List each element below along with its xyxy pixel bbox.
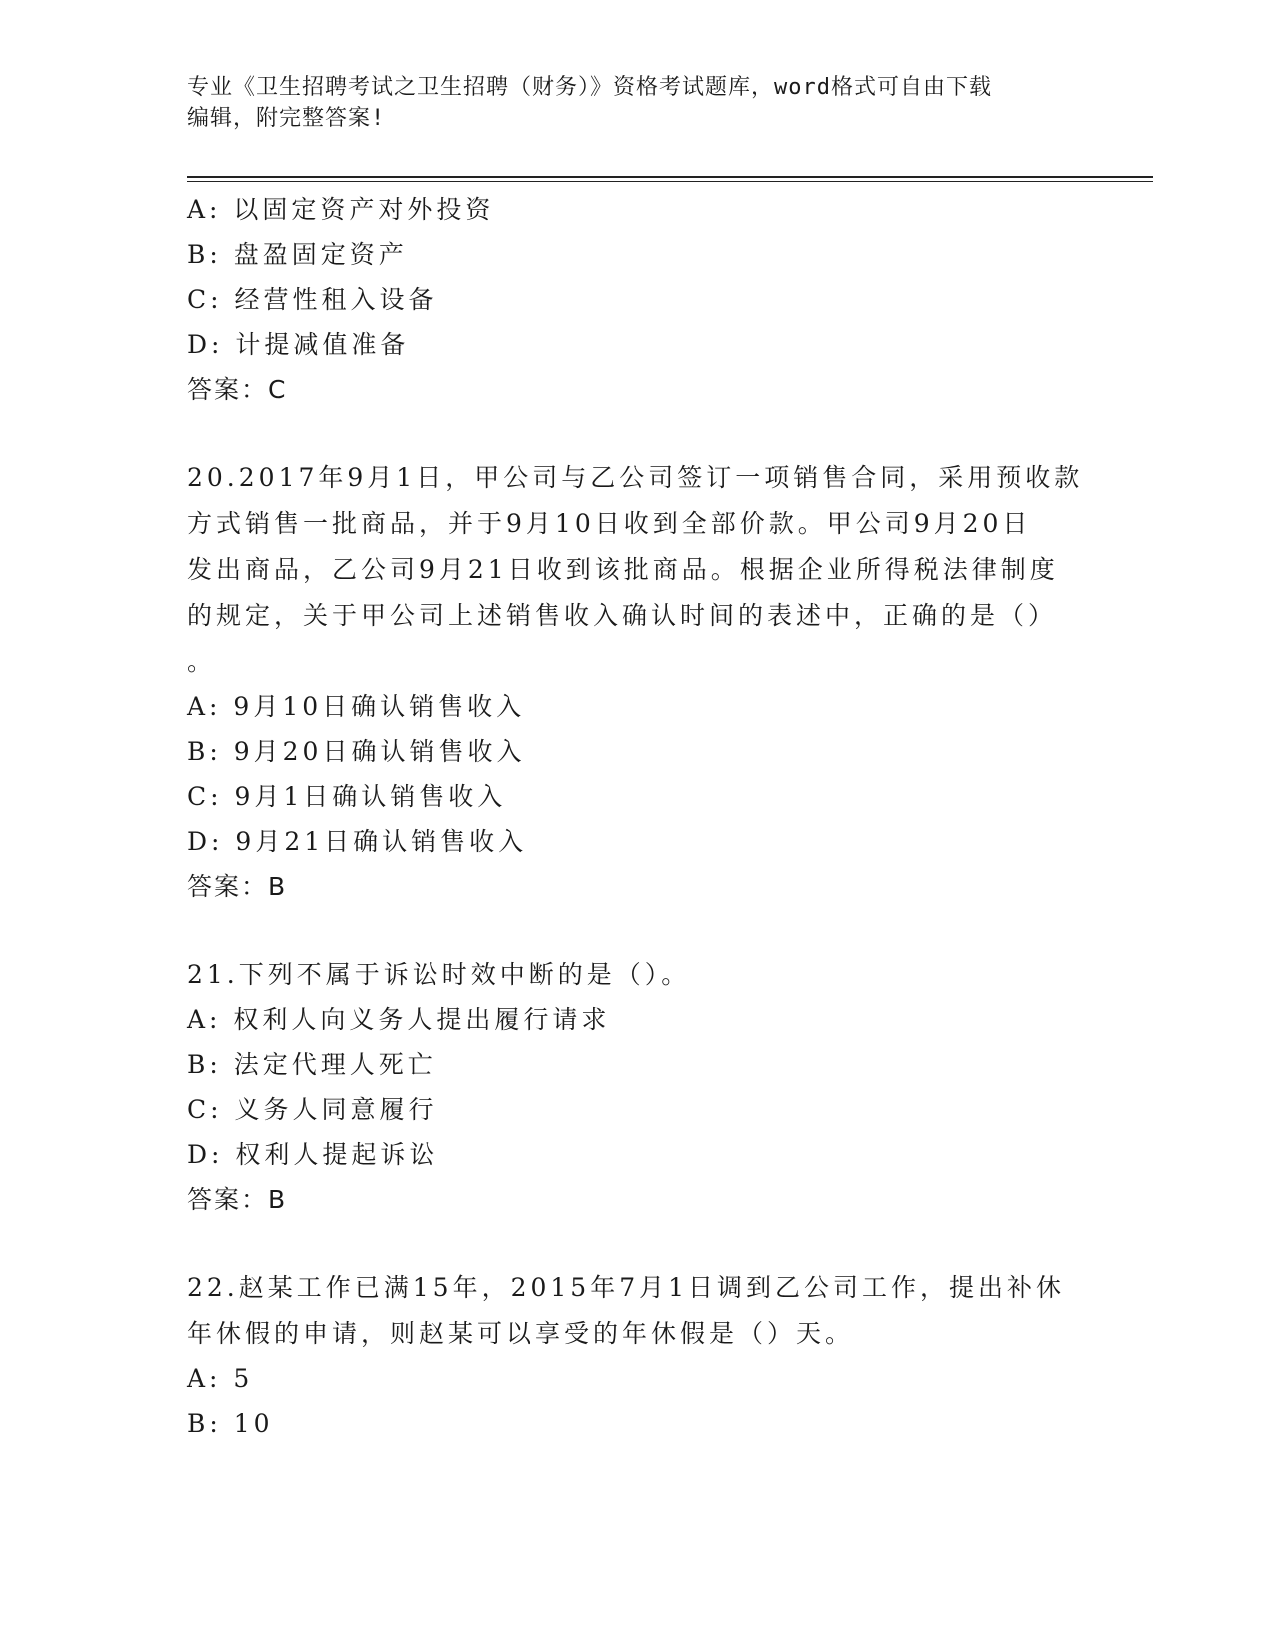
spacer bbox=[187, 1222, 1087, 1265]
question-22 bbox=[187, 1265, 1087, 1446]
question-19 bbox=[187, 187, 1087, 412]
option-d: D: 计提减值准备 bbox=[187, 330, 410, 359]
spacer bbox=[187, 412, 1087, 455]
question-stem-line: 的规定，关于甲公司上述销售收入确认时间的表述中，正确的是（） bbox=[187, 601, 1058, 630]
question-20 bbox=[187, 455, 1087, 909]
option-a: A: 权利人向义务人提出履行请求 bbox=[187, 1005, 611, 1034]
answer: 答案：C bbox=[187, 375, 288, 404]
option-d: D: 9月21日确认销售收入 bbox=[187, 827, 528, 856]
option-d: D: 权利人提起诉讼 bbox=[187, 1140, 439, 1169]
question-stem-line: 年休假的申请，则赵某可以享受的年休假是（）天。 bbox=[187, 1319, 855, 1348]
option-b: B: 法定代理人死亡 bbox=[187, 1050, 437, 1079]
question-stem-line: 22.赵某工作已满15年，2015年7月1日调到乙公司工作，提出补休 bbox=[187, 1273, 1066, 1302]
option-c: C: 9月1日确认销售收入 bbox=[187, 782, 507, 811]
question-stem-line: 发出商品，乙公司9月21日收到该批商品。根据企业所得税法律制度 bbox=[187, 555, 1059, 584]
header-line-2: 编辑，附完整答案! bbox=[187, 106, 386, 131]
document-header bbox=[187, 72, 1087, 134]
question-21 bbox=[187, 952, 1087, 1222]
answer: 答案：B bbox=[187, 1185, 288, 1214]
question-stem-line: 。 bbox=[187, 647, 217, 676]
answer: 答案：B bbox=[187, 872, 288, 901]
option-b: B: 9月20日确认销售收入 bbox=[187, 737, 526, 766]
question-stem-line: 20.2017年9月1日，甲公司与乙公司签订一项销售合同，采用预收款 bbox=[187, 463, 1084, 492]
option-b: B: 10 bbox=[187, 1409, 274, 1438]
option-a: A: 9月10日确认销售收入 bbox=[187, 692, 526, 721]
option-a: A: 5 bbox=[187, 1364, 254, 1393]
header-divider-thick bbox=[187, 176, 1153, 178]
header-line-1: 专业《卫生招聘考试之卫生招聘（财务）》资格考试题库，word格式可自由下载 bbox=[187, 75, 992, 100]
option-b: B: 盘盈固定资产 bbox=[187, 240, 408, 269]
option-c: C: 经营性租入设备 bbox=[187, 285, 438, 314]
option-a: A: 以固定资产对外投资 bbox=[187, 195, 495, 224]
spacer bbox=[187, 909, 1087, 952]
question-stem-line: 方式销售一批商品，并于9月10日收到全部价款。甲公司9月20日 bbox=[187, 509, 1032, 538]
question-list bbox=[187, 187, 1087, 1446]
option-c: C: 义务人同意履行 bbox=[187, 1095, 438, 1124]
question-stem-line: 21.下列不属于诉讼时效中断的是（）。 bbox=[187, 960, 691, 989]
header-divider-thin bbox=[187, 181, 1153, 182]
